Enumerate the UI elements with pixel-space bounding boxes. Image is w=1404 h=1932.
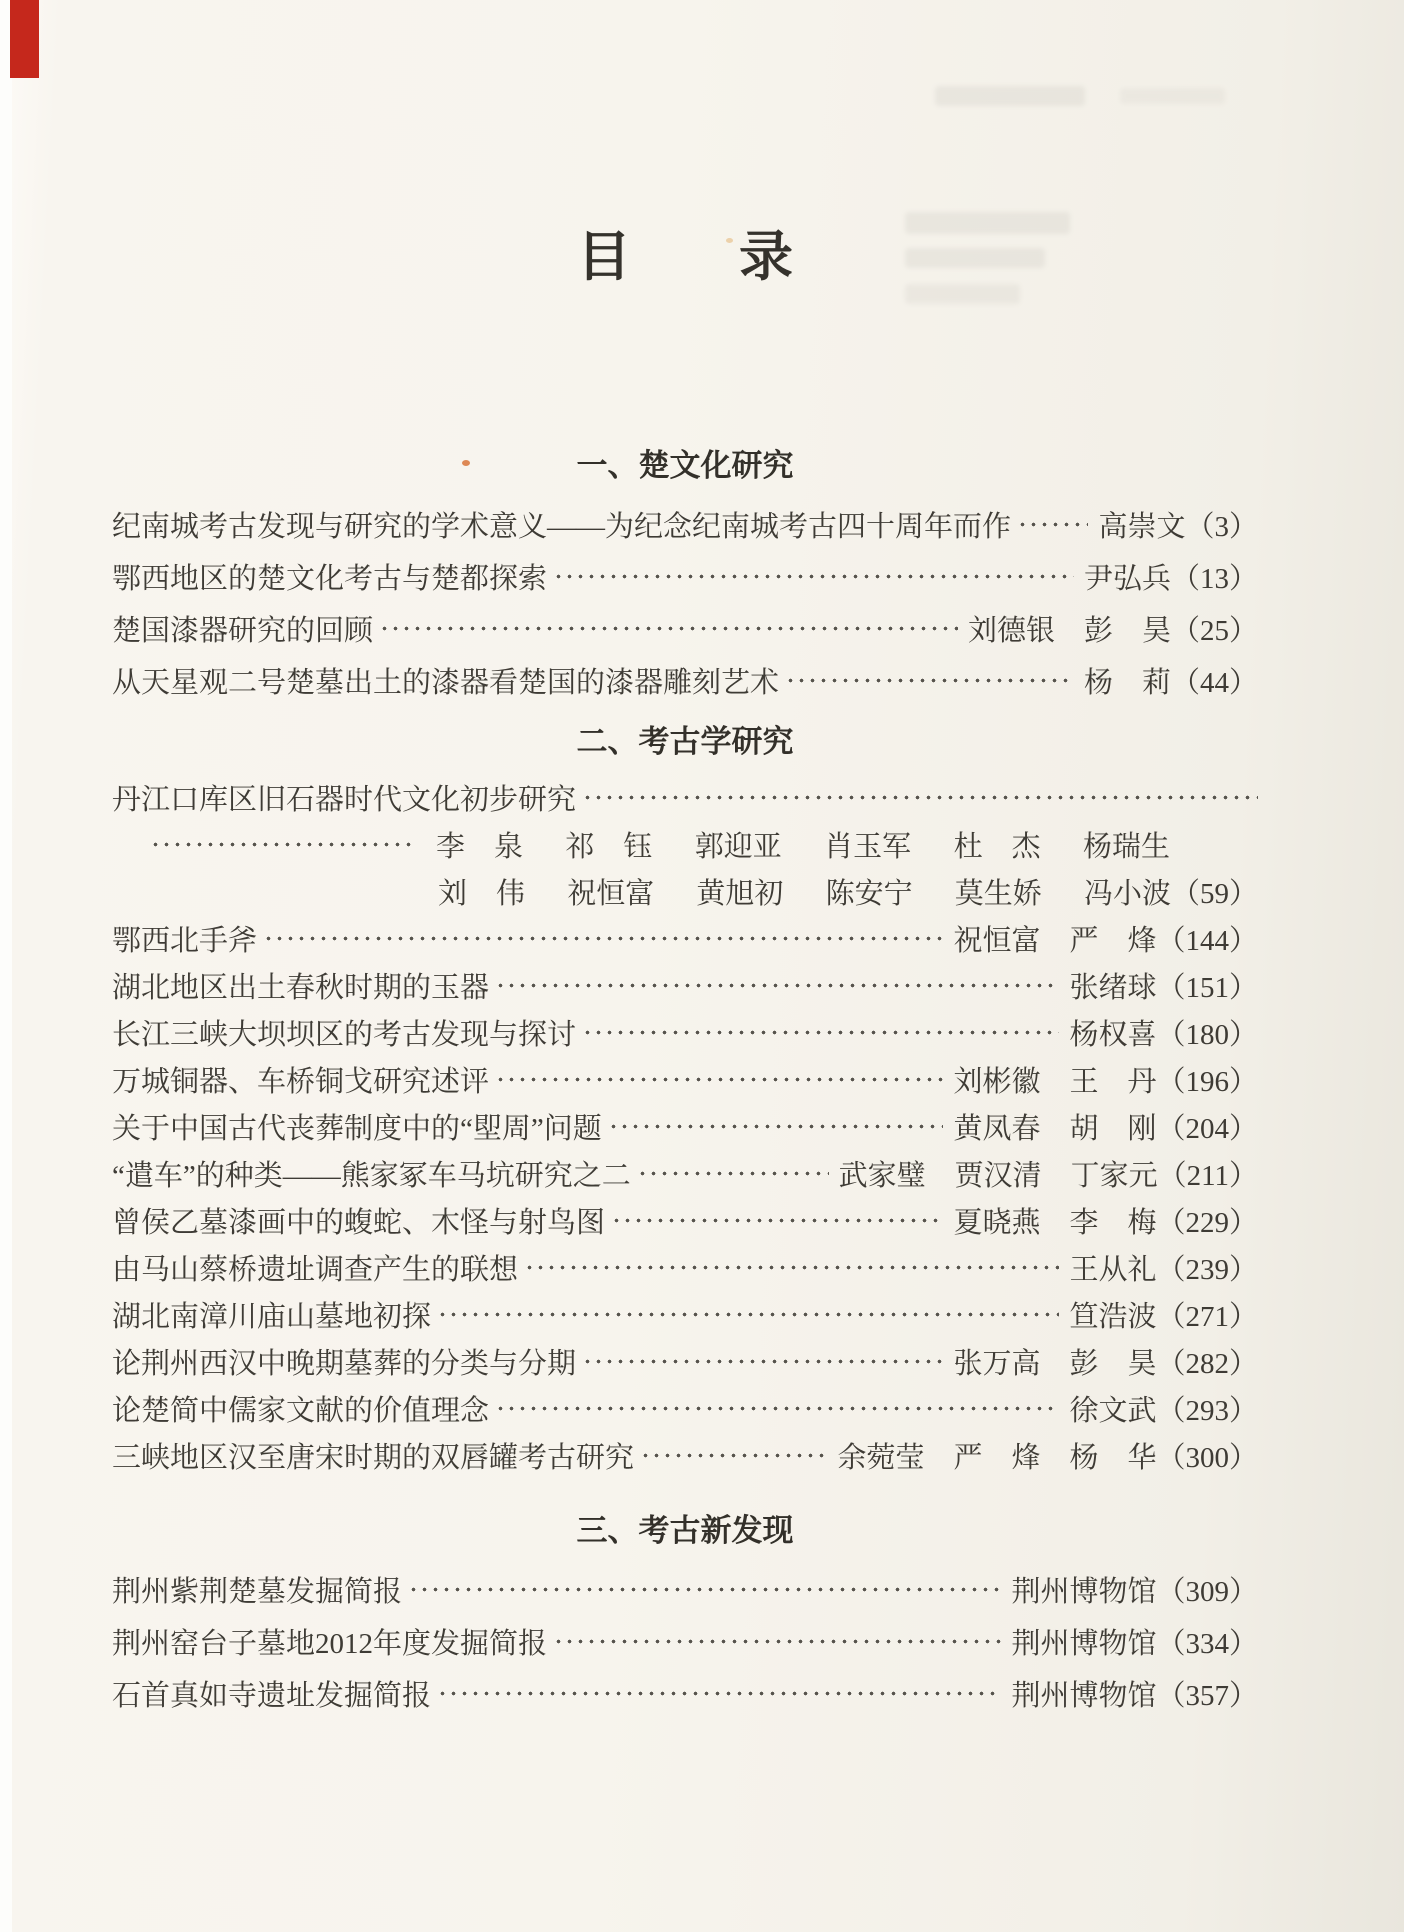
- toc-entry: [112, 1009, 1258, 1056]
- toc-section: [112, 1509, 1258, 1719]
- entry-title: 荆州窑台子墓地2012年度发掘简报: [112, 1627, 548, 1660]
- toc-entry-continuation: [112, 821, 1258, 868]
- dot-leader: [379, 602, 958, 654]
- entry-authors-page: 张万高 彭 昊（282）: [953, 1348, 1258, 1380]
- entry-author: 郭迎亚: [694, 831, 782, 863]
- entry-title: 由马山蔡桥遗址调查产生的联想: [112, 1254, 519, 1286]
- section-heading: 三、考古新发现: [576, 1513, 794, 1548]
- toc-entry: [112, 654, 1258, 706]
- entry-authors-page: 黄凤春 胡 刚（204）: [953, 1113, 1258, 1145]
- toc-entry: [112, 1056, 1258, 1103]
- toc-entry: [112, 774, 1258, 821]
- toc-entry: [112, 1244, 1258, 1291]
- toc-entry: [112, 498, 1258, 550]
- section-rows: [112, 774, 1258, 1479]
- toc-entry: [112, 1150, 1258, 1197]
- dot-leader: [495, 1385, 1059, 1432]
- entry-authors: [438, 871, 1258, 912]
- entry-author: 杨瑞生: [1082, 831, 1170, 863]
- toc-section: [112, 720, 1258, 1479]
- entry-author: 肖玉军: [824, 831, 912, 863]
- entry-authors-page: 余菀莹 严 烽 杨 华（300）: [837, 1442, 1258, 1474]
- entry-title: 纪南城考古发现与研究的学术意义——为纪念纪南城考古四十周年而作: [112, 510, 1012, 543]
- red-cover-strip: [10, 0, 39, 78]
- toc-entry: [112, 915, 1258, 962]
- entry-author: 刘 伟: [438, 878, 526, 910]
- entry-title: 丹江口库区旧石器时代文化初步研究: [112, 784, 577, 816]
- entry-authors: [436, 824, 1170, 865]
- dot-leader: [553, 550, 1074, 602]
- entry-authors-page: 徐文武（293）: [1069, 1395, 1258, 1427]
- dot-leader: [495, 962, 1059, 1009]
- page-title: 目 录: [577, 227, 820, 287]
- dot-leader: [495, 1056, 943, 1103]
- entry-title: 从天星观二号楚墓出土的漆器看楚国的漆器雕刻艺术: [112, 666, 780, 699]
- entry-authors-page: 荆州博物馆（334）: [1011, 1627, 1258, 1660]
- entry-author: 杜 杰: [953, 831, 1041, 863]
- dot-leader: [553, 1615, 1001, 1667]
- entry-authors-page: 荆州博物馆（309）: [1011, 1575, 1258, 1608]
- scanner-edge: [0, 0, 12, 1932]
- dot-leader: [582, 1338, 943, 1385]
- entry-author: 陈安宁: [825, 878, 913, 910]
- dot-leader: [263, 915, 943, 962]
- dot-leader: [608, 1103, 944, 1150]
- entry-title: 论楚简中儒家文献的价值理念: [112, 1395, 490, 1427]
- section-heading: 二、考古学研究: [576, 724, 794, 759]
- entry-authors-page: 刘彬徽 王 丹（196）: [953, 1066, 1258, 1098]
- entry-title: 楚国漆器研究的回顾: [112, 614, 374, 647]
- entry-title: “遣车”的种类——熊家冢车马坑研究之二: [112, 1160, 631, 1192]
- toc-entry: [112, 550, 1258, 602]
- entry-authors-page: 杨权喜（180）: [1069, 1019, 1258, 1051]
- entry-title: 长江三峡大坝坝区的考古发现与探讨: [112, 1019, 577, 1051]
- entry-title: 湖北地区出土春秋时期的玉器: [112, 972, 490, 1004]
- entry-authors-page: 尹弘兵（13）: [1083, 562, 1258, 595]
- dot-leader: [408, 1563, 1001, 1615]
- toc-entry-continuation: [112, 868, 1258, 915]
- toc-entry: [112, 602, 1258, 654]
- entry-title: 鄂西地区的楚文化考古与楚都探索: [112, 562, 548, 595]
- entry-author: 莫生娇: [954, 878, 1042, 910]
- entry-author: 李 泉: [436, 831, 524, 863]
- toc-entry: [112, 1338, 1258, 1385]
- dot-leader: [640, 1432, 827, 1479]
- toc-entry: [112, 1432, 1258, 1479]
- entry-author: 黄旭初: [696, 878, 784, 910]
- dot-leader: [785, 654, 1074, 706]
- toc-entry: [112, 1103, 1258, 1150]
- entry-title: 论荆州西汉中晚期墓葬的分类与分期: [112, 1348, 577, 1380]
- entry-authors-page: 刘德银 彭 昊（25）: [967, 614, 1258, 647]
- toc-entry: [112, 1667, 1258, 1719]
- toc-entry: [112, 1385, 1258, 1432]
- section-heading: 一、楚文化研究: [576, 448, 794, 483]
- entry-authors-page: 祝恒富 严 烽（144）: [953, 925, 1258, 957]
- dot-leader: [582, 774, 1258, 821]
- entry-authors-page: 杨 莉（44）: [1083, 666, 1258, 699]
- entry-title: 鄂西北手斧: [112, 925, 258, 957]
- entry-authors-page: 笪浩波（271）: [1069, 1301, 1258, 1333]
- page-content: [112, 0, 1258, 1719]
- toc-entry: [112, 1291, 1258, 1338]
- entry-authors-page: 武家璧 贾汉清 丁家元（211）: [838, 1160, 1258, 1192]
- dot-leader: [437, 1667, 1001, 1719]
- toc-entry: [112, 1615, 1258, 1667]
- dot-leader: [524, 1244, 1059, 1291]
- toc-section: [112, 444, 1258, 706]
- dot-leader: [150, 821, 412, 868]
- entry-authors-page: 高崇文（3）: [1098, 510, 1258, 543]
- toc-entry: [112, 962, 1258, 1009]
- section-rows: [112, 498, 1258, 706]
- entry-title: 曾侯乙墓漆画中的蝮蛇、木怪与射鸟图: [112, 1207, 606, 1239]
- table-of-contents: [112, 444, 1258, 1719]
- entry-author: 祝恒富: [567, 878, 655, 910]
- dot-leader: [437, 1291, 1059, 1338]
- entry-authors-page: 张绪球（151）: [1069, 972, 1258, 1004]
- entry-authors-page: 王从礼（239）: [1069, 1254, 1258, 1286]
- entry-author: 祁 钰: [565, 831, 653, 863]
- entry-authors-page: 夏晓燕 李 梅（229）: [953, 1207, 1258, 1239]
- entry-title: 石首真如寺遗址发掘简报: [112, 1679, 432, 1712]
- entry-authors-page: 荆州博物馆（357）: [1011, 1679, 1258, 1712]
- section-rows: [112, 1563, 1258, 1719]
- toc-entry: [112, 1563, 1258, 1615]
- entry-title: 关于中国古代丧葬制度中的“堲周”问题: [112, 1113, 602, 1145]
- dot-leader: [1017, 498, 1088, 550]
- entry-authors-page: 冯小波（59）: [1083, 878, 1258, 910]
- entry-title: 湖北南漳川庙山墓地初探: [112, 1301, 432, 1333]
- entry-title: 三峡地区汉至唐宋时期的双唇罐考古研究: [112, 1442, 635, 1474]
- dot-leader: [582, 1009, 1059, 1056]
- entry-title: 万城铜器、车桥铜戈研究述评: [112, 1066, 490, 1098]
- entry-title: 荆州紫荆楚墓发掘简报: [112, 1575, 403, 1608]
- dot-leader: [611, 1197, 943, 1244]
- toc-entry: [112, 1197, 1258, 1244]
- dot-leader: [637, 1150, 829, 1197]
